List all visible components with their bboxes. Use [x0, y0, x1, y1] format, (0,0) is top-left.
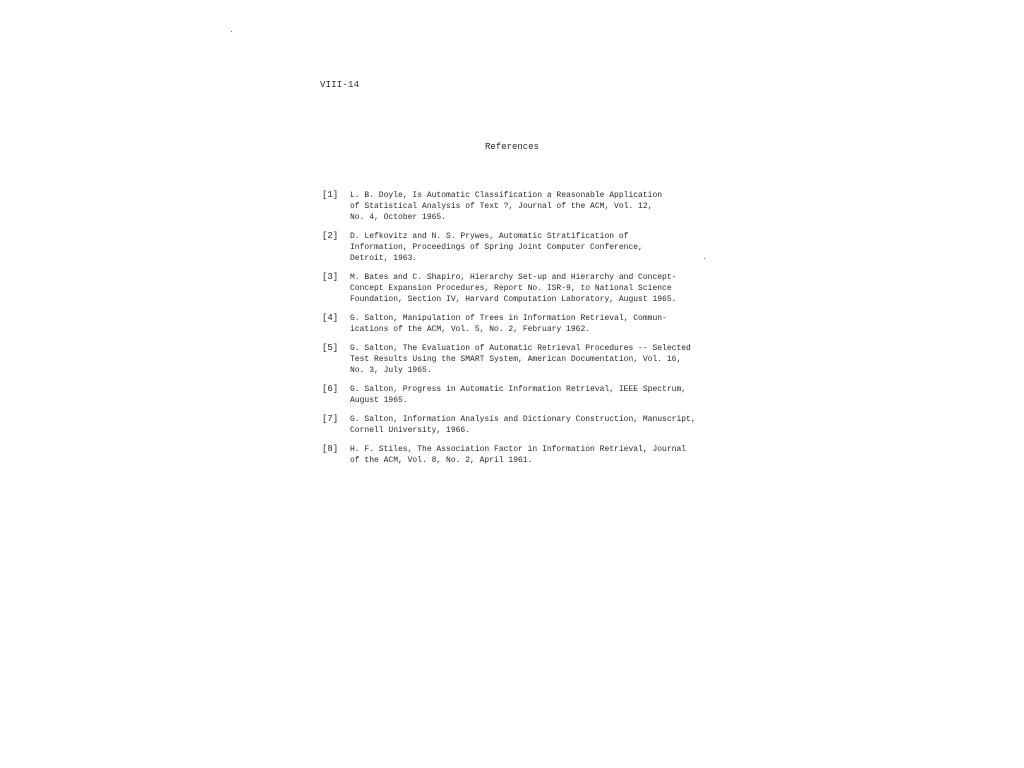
- reference-number: [3]: [322, 272, 339, 282]
- reference-item: [322, 384, 712, 406]
- reference-item: [322, 414, 712, 436]
- page-label: VIII-14: [320, 80, 360, 90]
- reference-number: [8]: [322, 444, 339, 454]
- reference-line: Information, Proceedings of Spring Joint Computer Conference,: [350, 243, 643, 252]
- reference-line: No. 4, October 1965.: [350, 213, 447, 222]
- reference-line: of Statistical Analysis of Text ?, Journal of the ACM, Vol. 12,: [350, 202, 653, 211]
- reference-line: G. Salton, Progress in Automatic Information Retrieval, IEEE Spectrum,: [350, 385, 687, 394]
- reference-item: [322, 444, 712, 466]
- reference-number: [4]: [322, 313, 339, 323]
- reference-item: [322, 190, 712, 223]
- reference-number: [6]: [322, 384, 339, 394]
- reference-number: [1]: [322, 190, 339, 200]
- reference-item: [322, 272, 712, 305]
- reference-line: H. F. Stiles, The Association Factor in Information Retrieval, Journal: [350, 445, 687, 454]
- reference-line: Detroit, 1963.: [350, 254, 418, 263]
- reference-text: [350, 414, 696, 436]
- reference-line: August 1965.: [350, 396, 408, 405]
- reference-number: [5]: [322, 343, 339, 353]
- reference-text: [350, 343, 691, 376]
- reference-line: D. Lefkovitz and N. S. Prywes, Automatic Stratification of: [350, 232, 629, 241]
- reference-number: [2]: [322, 231, 339, 241]
- reference-text: [350, 444, 686, 466]
- page-heading: References: [485, 142, 540, 152]
- reference-line: Cornell University, 1966.: [350, 426, 471, 435]
- reference-line: ications of the ACM, Vol. 5, No. 2, February 1962.: [350, 325, 591, 334]
- reference-line: G. Salton, The Evaluation of Automatic Retrieval Procedures -- Selected: [350, 344, 691, 353]
- reference-text: [350, 231, 643, 264]
- reference-line: M. Bates and C. Shapiro, Hierarchy Set-up and Hierarchy and Concept-: [350, 273, 677, 282]
- reference-line: Test Results Using the SMART System, American Documentation, Vol. 16,: [350, 355, 682, 364]
- reference-line: Concept Expansion Procedures, Report No. ISR-9, to National Science: [350, 284, 672, 293]
- reference-list: [322, 190, 712, 474]
- reference-number: [7]: [322, 414, 339, 424]
- reference-text: [350, 313, 667, 335]
- reference-line: of the ACM, Vol. 8, No. 2, April 1961.: [350, 456, 533, 465]
- reference-text: [350, 384, 686, 406]
- reference-line: L. B. Doyle, Is Automatic Classification a Reasonable Application: [350, 191, 663, 200]
- reference-text: [350, 272, 676, 305]
- reference-line: Foundation, Section IV, Harvard Computation Laboratory, August 1965.: [350, 295, 677, 304]
- reference-item: [322, 343, 712, 376]
- reference-line: G. Salton, Manipulation of Trees in Information Retrieval, Commun-: [350, 314, 667, 323]
- reference-line: G. Salton, Information Analysis and Dictionary Construction, Manuscript,: [350, 415, 696, 424]
- reference-line: No. 3, July 1965.: [350, 366, 432, 375]
- reference-text: [350, 190, 662, 223]
- reference-item: [322, 231, 712, 264]
- scan-speck: [231, 31, 232, 32]
- reference-item: [322, 313, 712, 335]
